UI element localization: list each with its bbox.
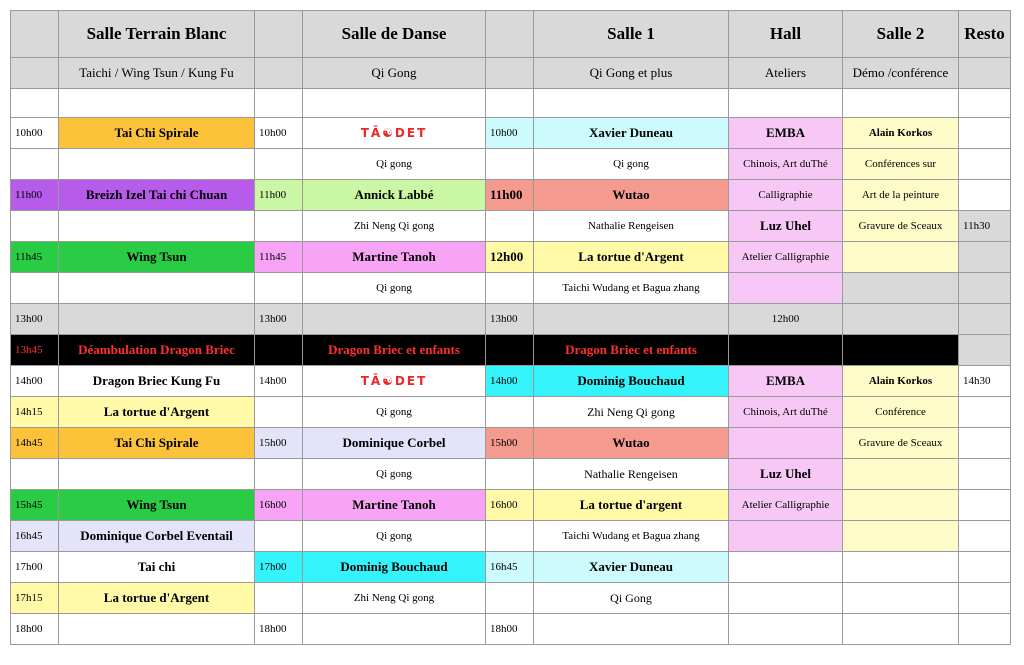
room-header-row [11,11,1011,58]
empty-cell [11,459,59,490]
event-cell: Alain Korkos [843,118,959,149]
event-cell: Dominig Bouchaud [303,552,486,583]
discipline-header-row-cell-4 [486,58,534,89]
event-cell: Qi gong [303,397,486,428]
event-cell: Luz Uhel [729,459,843,490]
empty-cell [843,273,959,304]
time-cell: 16h45 [486,552,534,583]
time-cell: 10h00 [11,118,59,149]
schedule-row [11,304,1011,335]
empty-cell [255,459,303,490]
time-cell: 10h00 [255,118,303,149]
spacer-row [11,89,1011,118]
empty-cell [959,428,1011,459]
event-cell: Atelier Calligraphie [729,490,843,521]
empty-cell [59,304,255,335]
discipline-header-row-cell-1: Taichi / Wing Tsun / Kung Fu [59,58,255,89]
time-cell: 17h00 [11,552,59,583]
time-cell: 10h00 [486,118,534,149]
event-cell: Taichi Wudang et Bagua zhang [534,521,729,552]
time-cell: 14h00 [486,366,534,397]
schedule-row [11,118,1011,149]
schedule-row [11,583,1011,614]
empty-cell [959,490,1011,521]
empty-cell [486,521,534,552]
empty-cell [486,335,534,366]
time-cell: 12h00 [486,242,534,273]
empty-cell [303,304,486,335]
event-cell: Déambulation Dragon Briec [59,335,255,366]
event-cell: Tai Chi Spirale [59,428,255,459]
time-cell: 16h45 [11,521,59,552]
empty-cell [843,490,959,521]
taodet-logo: TĀ☯DET [303,366,486,397]
empty-cell [486,149,534,180]
event-cell: Chinois, Art duThé [729,149,843,180]
empty-cell [729,521,843,552]
empty-cell [959,552,1011,583]
event-cell: Breizh Izel Tai chi Chuan [59,180,255,211]
empty-cell [843,614,959,645]
empty-cell [959,273,1011,304]
schedule-row [11,459,1011,490]
empty-cell [959,118,1011,149]
empty-cell [843,335,959,366]
room-header-row-cell-1: Salle Terrain Blanc [59,11,255,58]
time-cell: 15h45 [11,490,59,521]
empty-cell [843,304,959,335]
empty-cell [729,552,843,583]
event-cell: Zhi Neng Qi gong [303,583,486,614]
time-cell: 11h45 [255,242,303,273]
empty-cell [729,583,843,614]
empty-cell [959,335,1011,366]
taodet-logo: TĀ☯DET [303,118,486,149]
empty-cell [534,614,729,645]
empty-cell [255,521,303,552]
empty-cell [255,273,303,304]
event-cell: La tortue d'argent [534,490,729,521]
empty-cell [843,521,959,552]
schedule-row [11,397,1011,428]
event-cell: Art de la peinture [843,180,959,211]
spacer-cell [59,89,255,118]
time-cell: 14h00 [11,366,59,397]
schedule-row [11,335,1011,366]
event-cell: Martine Tanoh [303,242,486,273]
schedule-row [11,273,1011,304]
time-cell: 14h30 [959,366,1011,397]
spacer-cell [843,89,959,118]
spacer-cell [486,89,534,118]
empty-cell [59,149,255,180]
time-cell: 11h00 [486,180,534,211]
empty-cell [486,273,534,304]
empty-cell [843,459,959,490]
event-cell: Dragon Briec et enfants [303,335,486,366]
empty-cell [486,397,534,428]
empty-cell [729,614,843,645]
event-cell: Tai chi [59,552,255,583]
time-cell: 15h00 [486,428,534,459]
schedule-row [11,490,1011,521]
schedule-row [11,521,1011,552]
discipline-header-row-cell-3: Qi Gong [303,58,486,89]
event-cell: EMBA [729,366,843,397]
empty-cell [255,583,303,614]
event-cell: Wutao [534,180,729,211]
empty-cell [959,614,1011,645]
empty-cell [959,521,1011,552]
event-cell: Calligraphie [729,180,843,211]
time-cell: 13h00 [255,304,303,335]
schedule-table [10,10,1011,645]
room-header-row-cell-4 [486,11,534,58]
discipline-header-row-cell-5: Qi Gong et plus [534,58,729,89]
time-cell: 14h15 [11,397,59,428]
empty-cell [959,242,1011,273]
empty-cell [959,180,1011,211]
empty-cell [11,149,59,180]
event-cell: Gravure de Sceaux [843,211,959,242]
room-header-row-cell-8: Resto [959,11,1011,58]
event-cell: Conférences sur [843,149,959,180]
empty-cell [11,273,59,304]
spacer-cell [959,89,1011,118]
event-cell: Annick Labbé [303,180,486,211]
empty-cell [959,397,1011,428]
discipline-header-row-cell-2 [255,58,303,89]
schedule-row [11,552,1011,583]
event-cell: EMBA [729,118,843,149]
empty-cell [59,273,255,304]
discipline-header-row-cell-0 [11,58,59,89]
schedule-row [11,242,1011,273]
time-cell: 11h45 [11,242,59,273]
empty-cell [729,335,843,366]
spacer-cell [303,89,486,118]
discipline-header-row [11,58,1011,89]
schedule-row [11,428,1011,459]
event-cell: Wing Tsun [59,242,255,273]
empty-cell [303,614,486,645]
empty-cell [255,149,303,180]
event-cell: Nathalie Rengeisen [534,459,729,490]
spacer-cell [534,89,729,118]
event-cell: Qi Gong [534,583,729,614]
spacer-cell [729,89,843,118]
empty-cell [729,273,843,304]
room-header-row-cell-0 [11,11,59,58]
time-cell: 16h00 [255,490,303,521]
event-cell: Xavier Duneau [534,552,729,583]
empty-cell [59,211,255,242]
empty-cell [59,614,255,645]
time-cell: 16h00 [486,490,534,521]
spacer-cell [255,89,303,118]
event-cell: Taichi Wudang et Bagua zhang [534,273,729,304]
event-cell: Nathalie Rengeisen [534,211,729,242]
room-header-row-cell-6: Hall [729,11,843,58]
empty-cell [534,304,729,335]
spacer-cell [11,89,59,118]
time-cell: 11h00 [11,180,59,211]
empty-cell [255,335,303,366]
schedule-row [11,180,1011,211]
schedule-row [11,211,1011,242]
time-cell: 18h00 [486,614,534,645]
schedule-row [11,366,1011,397]
event-cell: Dragon Briec Kung Fu [59,366,255,397]
empty-cell [255,397,303,428]
event-cell: Tai Chi Spirale [59,118,255,149]
event-cell: Qi gong [303,459,486,490]
time-cell: 13h00 [486,304,534,335]
event-cell: Qi gong [534,149,729,180]
event-cell: Atelier Calligraphie [729,242,843,273]
event-cell: Gravure de Sceaux [843,428,959,459]
time-cell: 11h00 [255,180,303,211]
event-cell: Xavier Duneau [534,118,729,149]
event-cell: Alain Korkos [843,366,959,397]
empty-cell [729,428,843,459]
schedule-row [11,149,1011,180]
event-cell: Qi gong [303,149,486,180]
room-header-row-cell-5: Salle 1 [534,11,729,58]
time-cell: 13h45 [11,335,59,366]
event-cell: Zhi Neng Qi gong [303,211,486,242]
time-cell: 17h00 [255,552,303,583]
event-cell: Wutao [534,428,729,459]
time-cell: 14h00 [255,366,303,397]
event-cell: Qi gong [303,521,486,552]
empty-cell [843,552,959,583]
event-cell: Chinois, Art duThé [729,397,843,428]
room-header-row-cell-2 [255,11,303,58]
event-cell: Dominique Corbel Eventail [59,521,255,552]
event-cell: Luz Uhel [729,211,843,242]
empty-cell [59,459,255,490]
empty-cell [843,242,959,273]
time-cell: 14h45 [11,428,59,459]
event-cell: Dominique Corbel [303,428,486,459]
empty-cell [255,211,303,242]
empty-cell [959,583,1011,614]
empty-cell [959,459,1011,490]
event-cell: Dragon Briec et enfants [534,335,729,366]
time-cell: 15h00 [255,428,303,459]
empty-cell [486,583,534,614]
room-header-row-cell-3: Salle de Danse [303,11,486,58]
empty-cell [959,149,1011,180]
time-cell: 17h15 [11,583,59,614]
empty-cell [11,211,59,242]
event-cell: La tortue d'Argent [59,583,255,614]
time-cell: 13h00 [11,304,59,335]
discipline-header-row-cell-6: Ateliers [729,58,843,89]
event-cell: Qi gong [303,273,486,304]
event-cell: La tortue d'Argent [534,242,729,273]
time-cell: 11h30 [959,211,1011,242]
empty-cell [843,583,959,614]
empty-cell [486,211,534,242]
discipline-header-row-cell-8 [959,58,1011,89]
time-cell: 18h00 [11,614,59,645]
discipline-header-row-cell-7: Démo /conférence [843,58,959,89]
event-cell: Dominig Bouchaud [534,366,729,397]
event-cell: 12h00 [729,304,843,335]
time-cell: 18h00 [255,614,303,645]
event-cell: Wing Tsun [59,490,255,521]
empty-cell [486,459,534,490]
event-cell: Conférence [843,397,959,428]
event-cell: La tortue d'Argent [59,397,255,428]
event-cell: Martine Tanoh [303,490,486,521]
room-header-row-cell-7: Salle 2 [843,11,959,58]
empty-cell [959,304,1011,335]
schedule-row [11,614,1011,645]
event-cell: Zhi Neng Qi gong [534,397,729,428]
